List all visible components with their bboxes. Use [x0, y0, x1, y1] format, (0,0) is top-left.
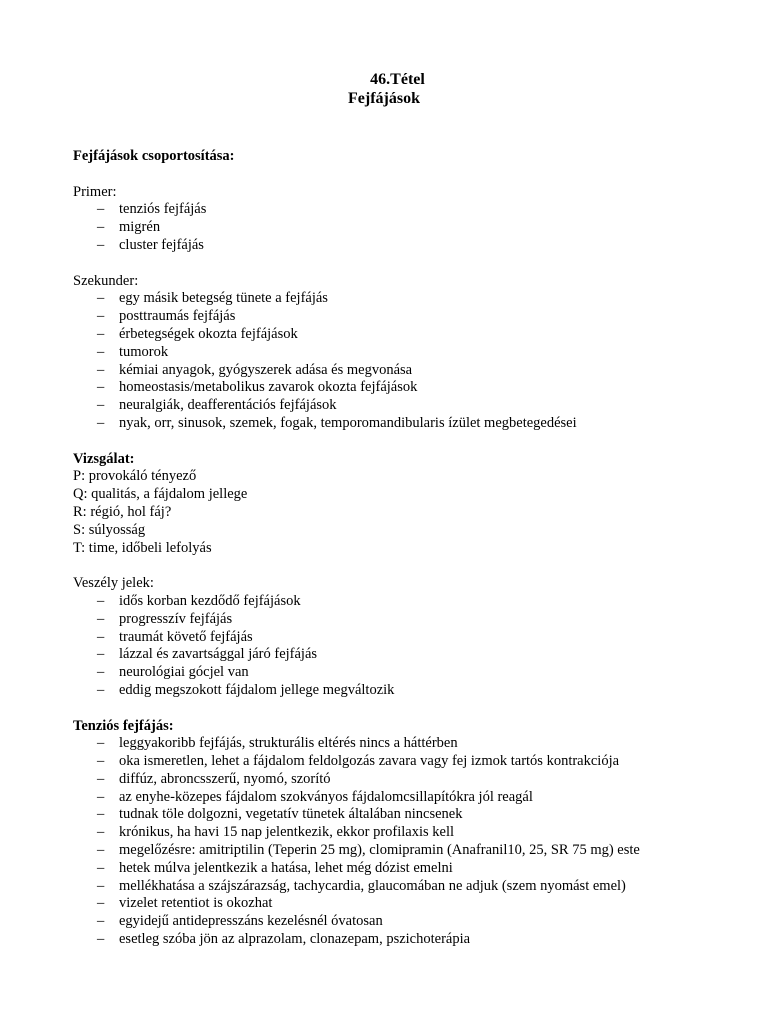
list-item: – egyidejű antidepresszáns kezelésnél óvatosan: [97, 913, 383, 930]
dash-bullet: –: [97, 361, 105, 378]
dash-bullet: –: [97, 753, 105, 770]
dash-bullet: –: [97, 343, 105, 360]
dash-bullet: –: [97, 628, 105, 645]
exam-line-p: P: provokáló tényező: [73, 468, 197, 485]
dash-bullet: –: [97, 859, 105, 876]
title-number: 46.Tétel: [370, 71, 425, 88]
dash-bullet: –: [97, 913, 105, 930]
list-item: – az enyhe-közepes fájdalom szokványos fájdalomcsillapítókra jól reagál: [97, 788, 533, 805]
dash-bullet: –: [97, 895, 105, 912]
dash-bullet: –: [97, 610, 105, 627]
exam-line-q: Q: qualitás, a fájdalom jellege: [73, 486, 248, 503]
list-item: – leggyakoribb fejfájás, strukturális eltérés nincs a háttérben: [97, 735, 458, 752]
grouping-heading: Fejfájások csoportosítása:: [73, 148, 235, 164]
list-item: – posttraumás fejfájás: [97, 308, 236, 325]
dash-bullet: –: [97, 877, 105, 894]
list-item: – migrén: [97, 219, 161, 236]
list-item: – homeostasis/metabolikus zavarok okozta fejfájások: [97, 379, 418, 396]
exam-line-t: T: time, időbeli lefolyás: [73, 539, 212, 556]
title-subject: Fejfájások: [348, 90, 420, 107]
list-item: – mellékhatása a szájszárazság, tachycardia, glaucomában ne adjuk (szem nyomást emel): [97, 877, 626, 894]
dash-bullet: –: [97, 414, 105, 431]
list-item: – neuralgiák, deafferentációs fejfájások: [97, 397, 337, 414]
primary-list: [73, 201, 713, 254]
dash-bullet: –: [97, 379, 105, 396]
dash-bullet: –: [97, 681, 105, 698]
danger-list: [73, 593, 713, 700]
list-item: – eddig megszokott fájdalom jellege megváltozik: [97, 681, 395, 698]
dash-bullet: –: [97, 931, 105, 948]
list-item: – tudnak töle dolgozni, vegetatív tünetek általában nincsenek: [97, 806, 463, 823]
list-item: – diffúz, abroncsszerű, nyomó, szorító: [97, 770, 331, 787]
document-body: [73, 148, 713, 949]
list-item: – neurológiai gócjel van: [97, 664, 249, 681]
spacer: [73, 700, 713, 718]
exam-line-r: R: régió, hol fáj?: [73, 503, 172, 520]
list-item: – hetek múlva jelentkezik a hatása, lehet még dózist emelni: [97, 859, 453, 876]
list-item: – kémiai anyagok, gyógyszerek adása és megvonása: [97, 361, 413, 378]
dash-bullet: –: [97, 201, 105, 218]
dash-bullet: –: [97, 397, 105, 414]
dash-bullet: –: [97, 592, 105, 609]
list-item: – megelőzésre: amitriptilin (Teperin 25 mg), clomipramin (Anafranil10, 25, SR 75 mg) este: [97, 842, 640, 859]
exam-heading: Vizsgálat:: [73, 450, 135, 467]
list-item: – érbetegségek okozta fejfájások: [97, 325, 298, 342]
spacer: [73, 433, 713, 451]
list-item: – tenziós fejfájás: [97, 201, 207, 218]
danger-label: Veszély jelek:: [73, 575, 154, 592]
spacer: [73, 166, 713, 184]
dash-bullet: –: [97, 325, 105, 342]
spacer: [73, 557, 713, 575]
dash-bullet: –: [97, 308, 105, 325]
dash-bullet: –: [97, 664, 105, 681]
dash-bullet: –: [97, 646, 105, 663]
list-item: – progresszív fejfájás: [97, 610, 233, 627]
list-item: – tumorok: [97, 343, 169, 360]
list-item: – lázzal és zavartsággal járó fejfájás: [97, 646, 318, 663]
dash-bullet: –: [97, 219, 105, 236]
dash-bullet: –: [97, 770, 105, 787]
secondary-list: [73, 290, 713, 432]
list-item: – idős korban kezdődő fejfájások: [97, 592, 301, 609]
dash-bullet: –: [97, 824, 105, 841]
list-item: – krónikus, ha havi 15 nap jelentkezik, ekkor profilaxis kell: [97, 824, 455, 841]
dash-bullet: –: [97, 788, 105, 805]
list-item: – vizelet retentiot is okozhat: [97, 895, 273, 912]
list-item: – nyak, orr, sinusok, szemek, fogak, temporomandibularis ízület megbetegedései: [97, 414, 577, 431]
spacer: [73, 255, 713, 273]
list-item: – egy másik betegség tünete a fejfájás: [97, 290, 328, 307]
tension-heading: Tenziós fejfájás:: [73, 717, 174, 734]
list-item: – cluster fejfájás: [97, 236, 204, 253]
dash-bullet: –: [97, 735, 105, 752]
dash-bullet: –: [97, 806, 105, 823]
exam-line-s: S: súlyosság: [73, 521, 146, 538]
document-title: [0, 70, 768, 108]
list-item: – esetleg szóba jön az alprazolam, clonazepam, pszichoterápia: [97, 931, 471, 948]
primary-label: Primer:: [73, 183, 117, 200]
dash-bullet: –: [97, 842, 105, 859]
tension-list: [73, 735, 713, 949]
secondary-label: Szekunder:: [73, 272, 139, 289]
dash-bullet: –: [97, 290, 105, 307]
list-item: – oka ismeretlen, lehet a fájdalom feldolgozás zavara vagy fej izmok tartós kontrakciója: [97, 753, 620, 770]
dash-bullet: –: [97, 236, 105, 253]
list-item: – traumát követő fejfájás: [97, 628, 253, 645]
